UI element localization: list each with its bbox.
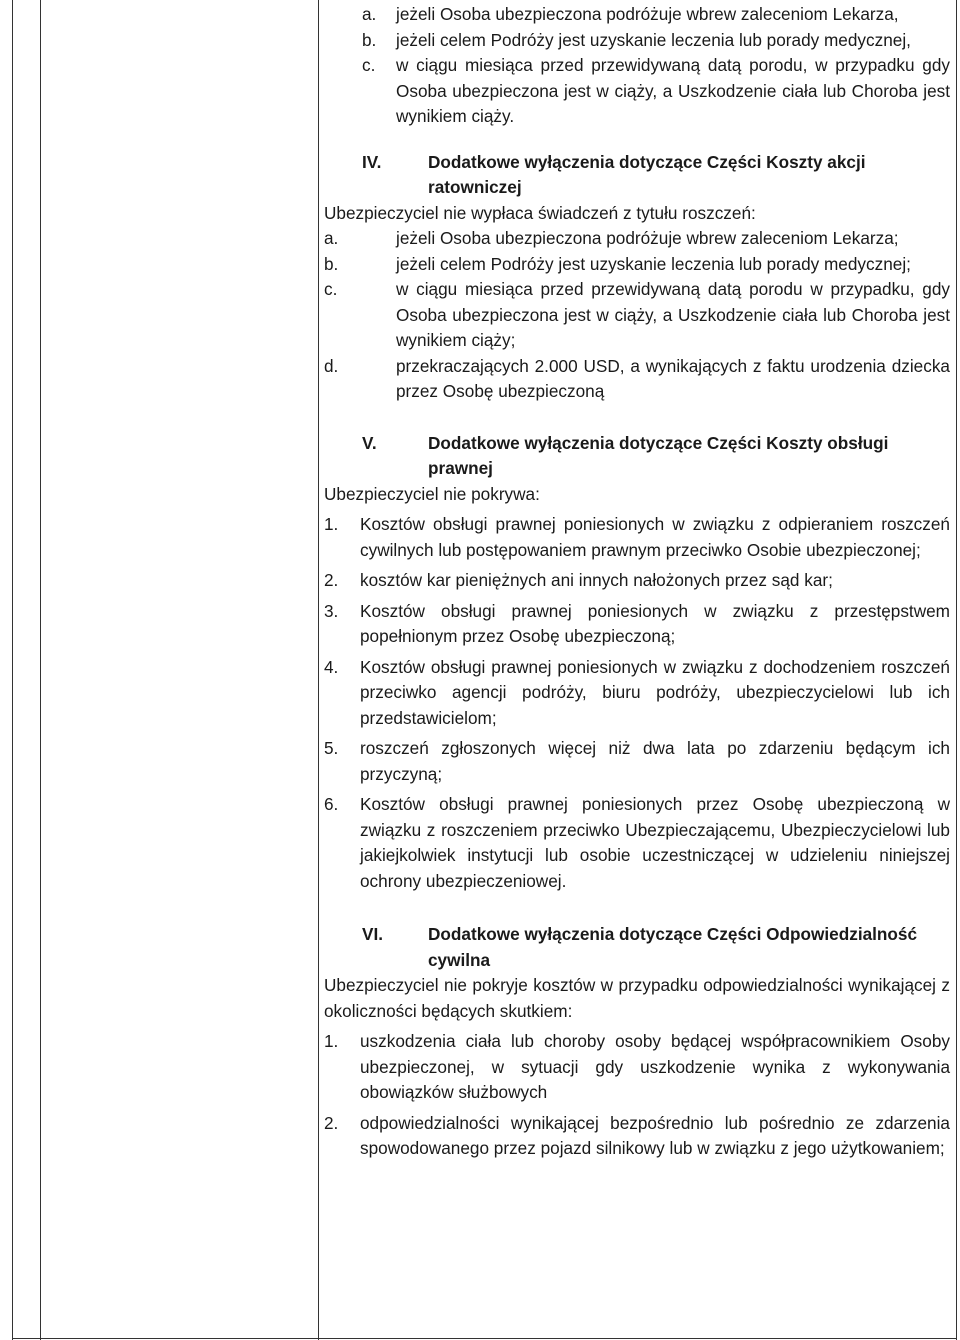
list-marker: 2. xyxy=(324,570,339,590)
list-item xyxy=(324,1111,950,1162)
section-v xyxy=(324,431,950,895)
list-item xyxy=(324,599,950,650)
section-number: VI. xyxy=(362,924,384,944)
list-text: jeżeli Osoba ubezpieczona podróżuje wbrew zaleceniom Lekarza, xyxy=(396,4,899,24)
section-intro: Ubezpieczyciel nie wypłaca świadczeń z tytułu roszczeń: xyxy=(324,202,756,223)
table-right-border xyxy=(956,0,957,1340)
list-marker: 1. xyxy=(324,514,339,534)
list-item xyxy=(324,226,950,252)
list-item xyxy=(324,792,950,894)
list-marker: 5. xyxy=(324,738,339,758)
list-item xyxy=(324,568,950,594)
list-marker: 4. xyxy=(324,656,339,677)
list-marker: 1. xyxy=(324,1031,339,1051)
section-title: Dodatkowe wyłączenia dotyczące Części Odpowiedzialność cywilna xyxy=(428,924,918,970)
list-text: jeżeli celem Podróży jest uzyskanie leczenia lub porady medycznej; xyxy=(396,253,911,274)
list-item xyxy=(324,1029,950,1106)
section-title: Dodatkowe wyłączenia dotyczące Części Koszty obsługi prawnej xyxy=(428,432,889,478)
list-marker: c. xyxy=(362,55,376,75)
list-marker: 2. xyxy=(324,1112,339,1133)
list-text: Kosztów obsługi prawnej poniesionych w związku z odpieraniem roszczeń cywilnych lub postępowaniem prawnym przeciwko Osobie ubezpieczonej; xyxy=(360,514,950,560)
document-content xyxy=(324,2,950,1162)
list-text: jeżeli Osoba ubezpieczona podróżuje wbrew zaleceniom Lekarza; xyxy=(396,228,899,248)
list-item xyxy=(324,28,950,54)
list-marker: a. xyxy=(362,4,377,24)
section-title: Dodatkowe wyłączenia dotyczące Części Koszty akcji ratowniczej xyxy=(428,151,866,197)
list-text: w ciągu miesiąca przed przewidywaną datą porodu, w przypadku gdy Osoba ubezpieczona jest w ciąży, a Uszkodzenie ciała lub Choroba jest wynikiem ciąży. xyxy=(396,55,950,126)
section-heading xyxy=(324,922,950,973)
list-item xyxy=(324,736,950,787)
section-intro: Ubezpieczyciel nie pokrywa: xyxy=(324,483,540,504)
list-marker: 6. xyxy=(324,794,339,814)
list-item xyxy=(324,277,950,354)
list-item xyxy=(324,2,950,28)
list-marker: a. xyxy=(324,228,339,248)
section-heading xyxy=(324,431,950,482)
list-item xyxy=(324,252,950,278)
table-left-border xyxy=(12,0,13,1340)
section-heading xyxy=(324,150,950,201)
list-item xyxy=(324,512,950,563)
table-bottom-border xyxy=(12,1338,956,1339)
section-vi xyxy=(324,922,950,1162)
list-text: Kosztów obsługi prawnej poniesionych w związku z przestępstwem popełnionym przez Osobę ubezpieczoną; xyxy=(360,600,950,646)
list-text: kosztów kar pieniężnych ani innych nałożonych przez sąd kar; xyxy=(360,570,833,590)
list-text: jeżeli celem Podróży jest uzyskanie leczenia lub porady medycznej, xyxy=(396,29,911,50)
table-column-divider-2 xyxy=(318,0,319,1340)
list-marker: 3. xyxy=(324,600,339,621)
list-text: w ciągu miesiąca przed przewidywaną datą porodu w przypadku, gdy Osoba ubezpieczona jest w ciąży, a Uszkodzenie ciała lub Choroba jest wynikiem ciąży; xyxy=(396,279,950,350)
table-column-divider-1 xyxy=(40,0,41,1340)
list-text: roszczeń zgłoszonych więcej niż dwa lata po zdarzeniu będącym ich przyczyną; xyxy=(360,738,950,784)
list-item xyxy=(324,53,950,130)
list-marker: d. xyxy=(324,355,339,376)
section-iv xyxy=(324,150,950,405)
list-text: uszkodzenia ciała lub choroby osoby będącej współpracownikiem Osoby ubezpieczonej, w sytuacji gdy uszkodzenie wynika z wykonywania obowiązków służbowych xyxy=(360,1031,950,1102)
list-text: Kosztów obsługi prawnej poniesionych przez Osobę ubezpieczoną w związku z roszczeniem przeciwko Ubezpieczającemu, Ubezpieczycielowi lub jakiejkolwiek instytucji lub osobie uczestniczącej w udzieleniu niniejszej ochrony ubezpieczeniowej. xyxy=(360,794,950,891)
list-text: Kosztów obsługi prawnej poniesionych w związku z dochodzeniem roszczeń przeciwko agencji podróży, biuru podróży, ubezpieczycielowi lub ich przedstawicielom; xyxy=(360,656,950,728)
list-text: odpowiedzialności wynikającej bezpośrednio lub pośrednio ze zdarzenia spowodowanego przez pojazd silnikowy lub w związku z jego użytkowaniem; xyxy=(360,1112,950,1158)
section-intro: Ubezpieczyciel nie pokryje kosztów w przypadku odpowiedzialności wynikającej z okoliczności będących skutkiem: xyxy=(324,975,950,1021)
section-number: V. xyxy=(362,432,377,453)
list-marker: b. xyxy=(362,29,377,50)
list-text: przekraczających 2.000 USD, a wynikających z faktu urodzenia dziecka przez Osobę ubezpieczoną xyxy=(396,355,950,401)
list-item xyxy=(324,655,950,732)
list-item xyxy=(324,354,950,405)
list-marker: b. xyxy=(324,253,339,274)
continuation-list xyxy=(324,2,950,130)
section-number: IV. xyxy=(362,151,382,172)
list-marker: c. xyxy=(324,279,338,299)
